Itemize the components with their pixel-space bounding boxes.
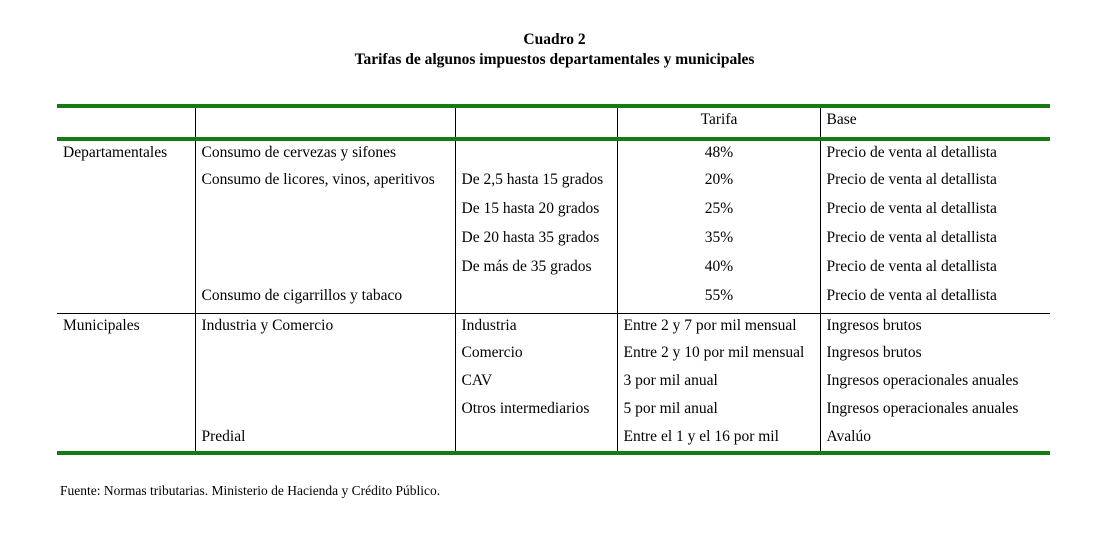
cell-tax <box>195 397 455 425</box>
cell-tarifa: 48% <box>617 139 820 168</box>
table-row <box>57 341 1050 369</box>
cell-category <box>57 425 195 453</box>
table-row <box>57 425 1050 453</box>
cell-tax <box>195 226 455 255</box>
cell-tax: Consumo de cervezas y sifones <box>195 139 455 168</box>
cell-subcategory <box>455 425 617 453</box>
cell-base: Precio de venta al detallista <box>820 139 1050 168</box>
cell-tax <box>195 255 455 284</box>
cell-base: Precio de venta al detallista <box>820 197 1050 226</box>
cell-tarifa: 55% <box>617 284 820 313</box>
cell-base: Avalúo <box>820 425 1050 453</box>
cell-tarifa: Entre el 1 y el 16 por mil <box>617 425 820 453</box>
cell-category <box>57 255 195 284</box>
cell-category <box>57 369 195 397</box>
table-row <box>57 168 1050 197</box>
cell-subcategory: De 15 hasta 20 grados <box>455 197 617 226</box>
table-row <box>57 369 1050 397</box>
cell-tarifa: 5 por mil anual <box>617 397 820 425</box>
cell-category <box>57 397 195 425</box>
cell-tarifa: 25% <box>617 197 820 226</box>
cell-tax: Industria y Comercio <box>195 313 455 341</box>
cell-category <box>57 168 195 197</box>
table-row <box>57 139 1050 168</box>
cell-tarifa: 35% <box>617 226 820 255</box>
table-row <box>57 255 1050 284</box>
cell-subcategory: De más de 35 grados <box>455 255 617 284</box>
cell-base: Precio de venta al detallista <box>820 284 1050 313</box>
header-cell-subcategory <box>455 106 617 139</box>
cell-subcategory: Otros intermediarios <box>455 397 617 425</box>
cell-category: Departamentales <box>63 144 168 161</box>
cell-tax <box>195 197 455 226</box>
cell-base: Ingresos brutos <box>820 341 1050 369</box>
header-cell-category <box>57 106 195 139</box>
table-row <box>57 397 1050 425</box>
cell-tarifa: Entre 2 y 10 por mil mensual <box>617 341 820 369</box>
cell-category <box>57 341 195 369</box>
cell-subcategory: De 20 hasta 35 grados <box>455 226 617 255</box>
cell-base: Ingresos brutos <box>820 313 1050 341</box>
cell-category <box>57 226 195 255</box>
table-header-row <box>57 106 1050 139</box>
header-cell-base: Base <box>820 106 1050 139</box>
tax-rates-table <box>57 104 1050 455</box>
table-row <box>57 284 1050 313</box>
cell-base: Precio de venta al detallista <box>820 255 1050 284</box>
header-cell-tarifa: Tarifa <box>617 106 820 139</box>
cell-base: Precio de venta al detallista <box>820 226 1050 255</box>
cell-tarifa: 40% <box>617 255 820 284</box>
caption-title: Tarifas de algunos impuestos departamentales y municipales <box>354 51 755 68</box>
cell-tarifa: Entre 2 y 7 por mil mensual <box>617 313 820 341</box>
cell-subcategory: Comercio <box>455 341 617 369</box>
cell-subcategory: CAV <box>455 369 617 397</box>
cell-base: Ingresos operacionales anuales <box>820 397 1050 425</box>
cell-tax: Predial <box>195 425 455 453</box>
cell-subcategory: Industria <box>455 313 617 341</box>
cell-subcategory: De 2,5 hasta 15 grados <box>455 168 617 197</box>
cell-category <box>57 284 195 313</box>
table-row <box>57 226 1050 255</box>
cell-category <box>57 197 195 226</box>
cell-base: Precio de venta al detallista <box>820 168 1050 197</box>
cell-tarifa: 20% <box>617 168 820 197</box>
cell-tax: Consumo de licores, vinos, aperitivos <box>195 168 455 197</box>
cell-tarifa: 3 por mil anual <box>617 369 820 397</box>
cell-subcategory <box>455 139 617 168</box>
header-cell-tax <box>195 106 455 139</box>
source-note: Fuente: Normas tributarias. Ministerio de Hacienda y Crédito Público. <box>60 483 441 498</box>
cell-category: Municipales <box>63 316 140 334</box>
table-row <box>57 313 1050 341</box>
cell-subcategory <box>455 284 617 313</box>
cell-tax <box>195 341 455 369</box>
caption-number: Cuadro 2 <box>523 31 586 48</box>
cell-tax <box>195 369 455 397</box>
table-row <box>57 197 1050 226</box>
cell-base: Ingresos operacionales anuales <box>820 369 1050 397</box>
cell-tax: Consumo de cigarrillos y tabaco <box>195 284 455 313</box>
table-caption <box>0 30 1109 70</box>
